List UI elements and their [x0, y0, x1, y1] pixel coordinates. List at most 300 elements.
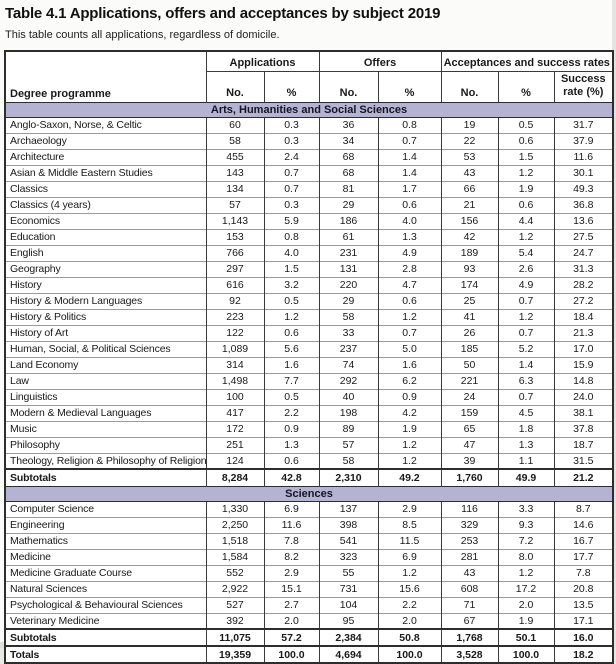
value-cell: 253: [441, 533, 498, 549]
programme-cell: Classics (4 years): [5, 197, 206, 213]
subtotal-row: [5, 469, 613, 486]
value-cell: 1,498: [206, 373, 264, 389]
value-cell: 5.6: [264, 341, 319, 357]
table-row: [5, 325, 613, 341]
value-cell: 0.6: [498, 197, 554, 213]
programme-cell: History of Art: [5, 325, 206, 341]
value-cell: 1,330: [206, 501, 264, 517]
table-row: [5, 213, 613, 229]
programme-cell: Human, Social, & Political Sciences: [5, 341, 206, 357]
programme-cell: Theology, Religion & Philosophy of Religion: [5, 453, 206, 469]
value-cell: 1.8: [498, 421, 554, 437]
value-cell: 2.2: [264, 405, 319, 421]
value-cell: 21.2: [554, 469, 613, 486]
value-cell: 1.4: [498, 357, 554, 373]
section-header-row: [5, 102, 613, 117]
value-cell: 11.5: [378, 533, 441, 549]
table-row: [5, 293, 613, 309]
value-cell: 36.8: [554, 197, 613, 213]
value-cell: 143: [206, 165, 264, 181]
value-cell: 4.9: [498, 277, 554, 293]
value-cell: 2.8: [378, 261, 441, 277]
value-cell: 8.2: [264, 549, 319, 565]
table-row: [5, 117, 613, 133]
programme-cell: Music: [5, 421, 206, 437]
value-cell: 55: [319, 565, 378, 581]
value-cell: 251: [206, 437, 264, 453]
value-cell: 17.7: [554, 549, 613, 565]
applications-no-header: No.: [206, 71, 264, 102]
value-cell: 4.0: [378, 213, 441, 229]
value-cell: 43: [441, 565, 498, 581]
table-row: [5, 341, 613, 357]
programme-cell: Medicine: [5, 549, 206, 565]
value-cell: 0.5: [264, 389, 319, 405]
value-cell: 0.7: [378, 325, 441, 341]
value-cell: 16.0: [554, 629, 613, 646]
value-cell: 0.7: [498, 325, 554, 341]
value-cell: 1.6: [264, 357, 319, 373]
value-cell: 1,089: [206, 341, 264, 357]
value-cell: 172: [206, 421, 264, 437]
value-cell: 24.7: [554, 245, 613, 261]
value-cell: 50.1: [498, 629, 554, 646]
value-cell: 4.7: [378, 277, 441, 293]
value-cell: 4.2: [378, 405, 441, 421]
value-cell: 0.6: [264, 325, 319, 341]
value-cell: 185: [441, 341, 498, 357]
value-cell: 33: [319, 325, 378, 341]
value-cell: 2,250: [206, 517, 264, 533]
table-row: [5, 501, 613, 517]
value-cell: 1.2: [378, 453, 441, 469]
programme-cell: Anglo-Saxon, Norse, & Celtic: [5, 117, 206, 133]
value-cell: 2,922: [206, 581, 264, 597]
value-cell: 7.8: [554, 565, 613, 581]
value-cell: 39: [441, 453, 498, 469]
programme-cell: Natural Sciences: [5, 581, 206, 597]
value-cell: 92: [206, 293, 264, 309]
value-cell: 20.8: [554, 581, 613, 597]
table-row: [5, 421, 613, 437]
applications-group-header: Applications: [206, 51, 319, 71]
value-cell: 19,359: [206, 646, 264, 663]
table-row: [5, 245, 613, 261]
table-row: [5, 197, 613, 213]
value-cell: 122: [206, 325, 264, 341]
value-cell: 6.9: [264, 501, 319, 517]
table-row: [5, 309, 613, 325]
value-cell: 2.0: [378, 613, 441, 629]
value-cell: 8.5: [378, 517, 441, 533]
table-row: [5, 613, 613, 629]
table-row: [5, 405, 613, 421]
applications-pct-header: %: [264, 71, 319, 102]
section-title: Arts, Humanities and Social Sciences: [5, 102, 613, 117]
value-cell: 71: [441, 597, 498, 613]
acceptances-pct-header: %: [498, 71, 554, 102]
value-cell: 2,384: [319, 629, 378, 646]
table-row: [5, 581, 613, 597]
value-cell: 4,694: [319, 646, 378, 663]
value-cell: 616: [206, 277, 264, 293]
value-cell: 1.2: [264, 309, 319, 325]
value-cell: 731: [319, 581, 378, 597]
value-cell: 1.3: [378, 229, 441, 245]
value-cell: 0.6: [378, 197, 441, 213]
table-row: [5, 133, 613, 149]
value-cell: 0.7: [378, 133, 441, 149]
value-cell: 31.5: [554, 453, 613, 469]
value-cell: 766: [206, 245, 264, 261]
programme-cell: History & Politics: [5, 309, 206, 325]
success-rate-header: Success rate (%): [554, 71, 613, 102]
value-cell: 58: [319, 309, 378, 325]
programme-cell: Economics: [5, 213, 206, 229]
acceptances-group-header: Acceptances and success rates: [441, 51, 613, 71]
value-cell: 1.9: [498, 613, 554, 629]
programme-cell: Education: [5, 229, 206, 245]
table-header: [5, 51, 613, 102]
programme-cell: English: [5, 245, 206, 261]
value-cell: 6.3: [498, 373, 554, 389]
programme-cell: Classics: [5, 181, 206, 197]
value-cell: 1.2: [498, 229, 554, 245]
value-cell: 13.6: [554, 213, 613, 229]
value-cell: 58: [206, 133, 264, 149]
value-cell: 40: [319, 389, 378, 405]
value-cell: 398: [319, 517, 378, 533]
programme-cell: Veterinary Medicine: [5, 613, 206, 629]
value-cell: 3.2: [264, 277, 319, 293]
value-cell: 189: [441, 245, 498, 261]
table-row: [5, 549, 613, 565]
value-cell: 1.4: [378, 149, 441, 165]
programme-cell: Architecture: [5, 149, 206, 165]
value-cell: 49.3: [554, 181, 613, 197]
value-cell: 1,143: [206, 213, 264, 229]
value-cell: 4.9: [378, 245, 441, 261]
programme-cell: Law: [5, 373, 206, 389]
value-cell: 3,528: [441, 646, 498, 663]
value-cell: 21.3: [554, 325, 613, 341]
programme-cell: Engineering: [5, 517, 206, 533]
table-row: [5, 373, 613, 389]
applications-table: [4, 50, 614, 664]
offers-no-header: No.: [319, 71, 378, 102]
value-cell: 2.7: [264, 597, 319, 613]
value-cell: 17.0: [554, 341, 613, 357]
value-cell: 4.4: [498, 213, 554, 229]
value-cell: 541: [319, 533, 378, 549]
value-cell: 116: [441, 501, 498, 517]
value-cell: 18.4: [554, 309, 613, 325]
value-cell: 24: [441, 389, 498, 405]
value-cell: 100: [206, 389, 264, 405]
programme-cell: Computer Science: [5, 501, 206, 517]
value-cell: 1.4: [378, 165, 441, 181]
value-cell: 37.9: [554, 133, 613, 149]
value-cell: 8.0: [498, 549, 554, 565]
value-cell: 134: [206, 181, 264, 197]
value-cell: 4.0: [264, 245, 319, 261]
value-cell: 1.9: [378, 421, 441, 437]
value-cell: 15.6: [378, 581, 441, 597]
value-cell: 1.3: [264, 437, 319, 453]
value-cell: 17.1: [554, 613, 613, 629]
programme-cell: Geography: [5, 261, 206, 277]
value-cell: 50.8: [378, 629, 441, 646]
value-cell: 36: [319, 117, 378, 133]
value-cell: 47: [441, 437, 498, 453]
value-cell: 27.2: [554, 293, 613, 309]
table-row: [5, 437, 613, 453]
page-title: Table 4.1 Applications, offers and acceptances by subject 2019: [5, 5, 441, 22]
value-cell: 1.5: [498, 149, 554, 165]
table-row: [5, 517, 613, 533]
value-cell: 2.9: [378, 501, 441, 517]
value-cell: 14.6: [554, 517, 613, 533]
value-cell: 1.5: [264, 261, 319, 277]
value-cell: 0.6: [378, 293, 441, 309]
value-cell: 15.1: [264, 581, 319, 597]
value-cell: 1.3: [498, 437, 554, 453]
value-cell: 18.2: [554, 646, 613, 663]
programme-cell: Philosophy: [5, 437, 206, 453]
value-cell: 221: [441, 373, 498, 389]
value-cell: 100.0: [264, 646, 319, 663]
value-cell: 30.1: [554, 165, 613, 181]
value-cell: 9.3: [498, 517, 554, 533]
value-cell: 14.8: [554, 373, 613, 389]
value-cell: 8.7: [554, 501, 613, 517]
value-cell: 281: [441, 549, 498, 565]
table-body: [5, 102, 613, 663]
table-row: [5, 149, 613, 165]
value-cell: 1.2: [378, 437, 441, 453]
value-cell: 68: [319, 165, 378, 181]
value-cell: 13.5: [554, 597, 613, 613]
section-header-row: [5, 486, 613, 501]
value-cell: 2.0: [498, 597, 554, 613]
programme-cell: Totals: [5, 646, 206, 663]
value-cell: 31.7: [554, 117, 613, 133]
value-cell: 19: [441, 117, 498, 133]
value-cell: 53: [441, 149, 498, 165]
value-cell: 66: [441, 181, 498, 197]
programme-cell: History: [5, 277, 206, 293]
value-cell: 3.3: [498, 501, 554, 517]
value-cell: 7.8: [264, 533, 319, 549]
value-cell: 42.8: [264, 469, 319, 486]
value-cell: 1.6: [378, 357, 441, 373]
value-cell: 0.9: [264, 421, 319, 437]
value-cell: 29: [319, 197, 378, 213]
page-subtitle: This table counts all applications, regardless of domicile.: [5, 29, 280, 41]
value-cell: 297: [206, 261, 264, 277]
value-cell: 186: [319, 213, 378, 229]
value-cell: 156: [441, 213, 498, 229]
value-cell: 5.2: [498, 341, 554, 357]
value-cell: 323: [319, 549, 378, 565]
value-cell: 0.9: [378, 389, 441, 405]
value-cell: 455: [206, 149, 264, 165]
value-cell: 292: [319, 373, 378, 389]
value-cell: 392: [206, 613, 264, 629]
value-cell: 25: [441, 293, 498, 309]
value-cell: 22: [441, 133, 498, 149]
value-cell: 21: [441, 197, 498, 213]
programme-cell: Medicine Graduate Course: [5, 565, 206, 581]
value-cell: 29: [319, 293, 378, 309]
value-cell: 552: [206, 565, 264, 581]
value-cell: 57.2: [264, 629, 319, 646]
value-cell: 4.5: [498, 405, 554, 421]
value-cell: 37.8: [554, 421, 613, 437]
programme-cell: Mathematics: [5, 533, 206, 549]
value-cell: 7.7: [264, 373, 319, 389]
value-cell: 1.2: [378, 309, 441, 325]
value-cell: 24.0: [554, 389, 613, 405]
programme-cell: History & Modern Languages: [5, 293, 206, 309]
value-cell: 0.3: [264, 117, 319, 133]
value-cell: 16.7: [554, 533, 613, 549]
value-cell: 2.2: [378, 597, 441, 613]
value-cell: 57: [206, 197, 264, 213]
table-row: [5, 261, 613, 277]
value-cell: 2.6: [498, 261, 554, 277]
value-cell: 31.3: [554, 261, 613, 277]
value-cell: 131: [319, 261, 378, 277]
value-cell: 314: [206, 357, 264, 373]
value-cell: 1.1: [498, 453, 554, 469]
value-cell: 1,518: [206, 533, 264, 549]
value-cell: 60: [206, 117, 264, 133]
table-row: [5, 277, 613, 293]
value-cell: 0.3: [264, 197, 319, 213]
programme-cell: Subtotals: [5, 469, 206, 486]
value-cell: 28.2: [554, 277, 613, 293]
value-cell: 50: [441, 357, 498, 373]
degree-programme-header: Degree programme: [5, 51, 206, 102]
value-cell: 41: [441, 309, 498, 325]
value-cell: 93: [441, 261, 498, 277]
value-cell: 58: [319, 453, 378, 469]
programme-cell: Psychological & Behavioural Sciences: [5, 597, 206, 613]
value-cell: 0.5: [264, 293, 319, 309]
value-cell: 0.6: [264, 453, 319, 469]
value-cell: 1.9: [498, 181, 554, 197]
value-cell: 1.7: [378, 181, 441, 197]
value-cell: 2.4: [264, 149, 319, 165]
table-row: [5, 453, 613, 469]
value-cell: 5.4: [498, 245, 554, 261]
value-cell: 5.0: [378, 341, 441, 357]
programme-cell: Linguistics: [5, 389, 206, 405]
section-title: Sciences: [5, 486, 613, 501]
value-cell: 527: [206, 597, 264, 613]
value-cell: 38.1: [554, 405, 613, 421]
value-cell: 104: [319, 597, 378, 613]
value-cell: 153: [206, 229, 264, 245]
value-cell: 1,768: [441, 629, 498, 646]
programme-cell: Subtotals: [5, 629, 206, 646]
value-cell: 329: [441, 517, 498, 533]
value-cell: 0.5: [498, 117, 554, 133]
value-cell: 137: [319, 501, 378, 517]
value-cell: 42: [441, 229, 498, 245]
value-cell: 2.9: [264, 565, 319, 581]
value-cell: 34: [319, 133, 378, 149]
programme-cell: Asian & Middle Eastern Studies: [5, 165, 206, 181]
programme-cell: Archaeology: [5, 133, 206, 149]
value-cell: 0.6: [498, 133, 554, 149]
value-cell: 61: [319, 229, 378, 245]
value-cell: 159: [441, 405, 498, 421]
table-row: [5, 565, 613, 581]
value-cell: 5.9: [264, 213, 319, 229]
value-cell: 6.2: [378, 373, 441, 389]
group-header-row: [5, 51, 613, 71]
acceptances-no-header: No.: [441, 71, 498, 102]
offers-group-header: Offers: [319, 51, 441, 71]
value-cell: 49.2: [378, 469, 441, 486]
value-cell: 1.2: [498, 309, 554, 325]
value-cell: 81: [319, 181, 378, 197]
programme-cell: Modern & Medieval Languages: [5, 405, 206, 421]
value-cell: 95: [319, 613, 378, 629]
value-cell: 68: [319, 149, 378, 165]
value-cell: 0.7: [498, 293, 554, 309]
value-cell: 8,284: [206, 469, 264, 486]
table-row: [5, 165, 613, 181]
table-row: [5, 181, 613, 197]
value-cell: 27.5: [554, 229, 613, 245]
value-cell: 18.7: [554, 437, 613, 453]
value-cell: 0.7: [264, 181, 319, 197]
table-row: [5, 229, 613, 245]
value-cell: 67: [441, 613, 498, 629]
value-cell: 417: [206, 405, 264, 421]
value-cell: 89: [319, 421, 378, 437]
programme-cell: Land Economy: [5, 357, 206, 373]
value-cell: 17.2: [498, 581, 554, 597]
value-cell: 100.0: [498, 646, 554, 663]
value-cell: 0.8: [264, 229, 319, 245]
offers-pct-header: %: [378, 71, 441, 102]
value-cell: 608: [441, 581, 498, 597]
value-cell: 0.8: [378, 117, 441, 133]
value-cell: 220: [319, 277, 378, 293]
value-cell: 49.9: [498, 469, 554, 486]
table-row: [5, 533, 613, 549]
value-cell: 1,584: [206, 549, 264, 565]
value-cell: 1.2: [498, 165, 554, 181]
value-cell: 174: [441, 277, 498, 293]
table-row: [5, 597, 613, 613]
value-cell: 1.2: [498, 565, 554, 581]
value-cell: 43: [441, 165, 498, 181]
table-row: [5, 357, 613, 373]
value-cell: 2.0: [264, 613, 319, 629]
value-cell: 198: [319, 405, 378, 421]
value-cell: 1,760: [441, 469, 498, 486]
value-cell: 65: [441, 421, 498, 437]
value-cell: 74: [319, 357, 378, 373]
value-cell: 6.9: [378, 549, 441, 565]
value-cell: 0.7: [264, 165, 319, 181]
value-cell: 237: [319, 341, 378, 357]
